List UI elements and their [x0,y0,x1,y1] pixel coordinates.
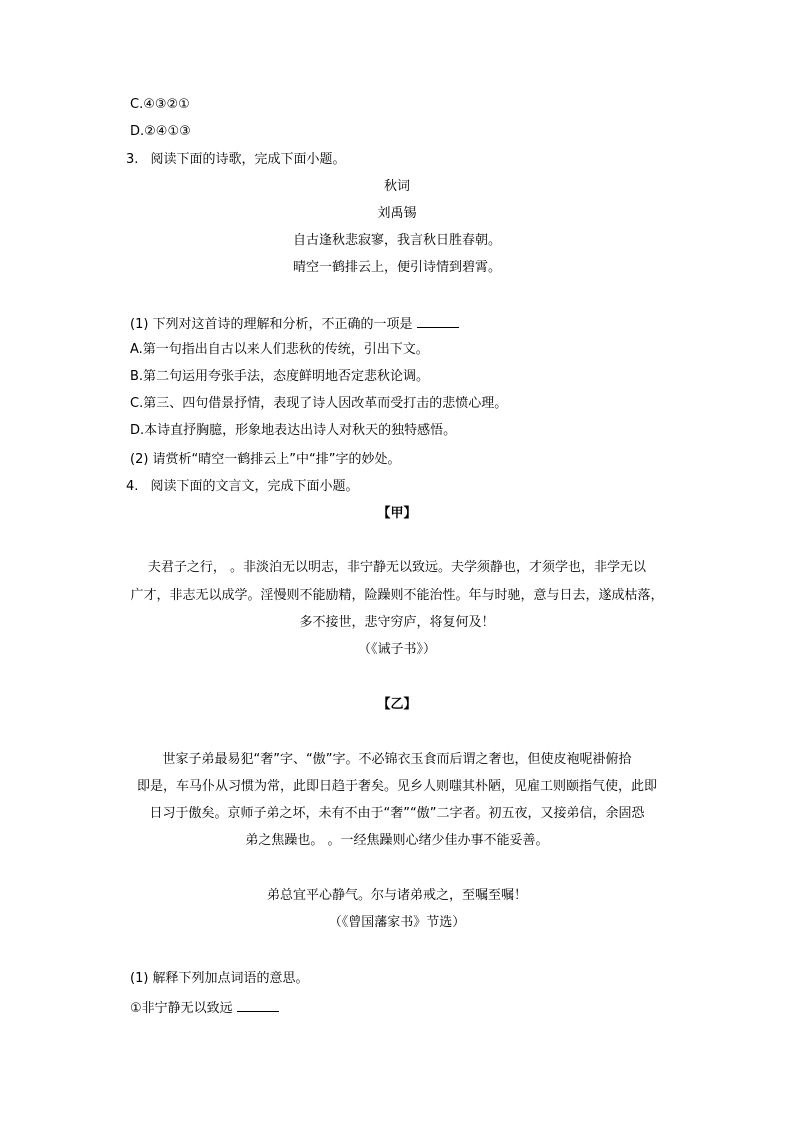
question-3 [126,150,346,170]
passage-yi-line-4: 弟之焦躁也。 。一经焦躁则心绪少佳办事不能妥善。 [245,833,549,848]
passage-yi-closing: 弟总宜平心静气。尔与诸弟戒之，至嘱至嘱！ [266,888,527,903]
subquestion-1 [130,313,459,335]
item-text: ①非宁静无以致远 [130,1001,233,1016]
passage-jia-heading: 【甲】 [377,506,417,521]
q4-item-1 [130,997,279,1019]
subquestion-2: (2) 请赏析“晴空一鹤排云上”中“排”字的妙处。 [130,452,401,467]
answer-blank[interactable] [237,997,279,1012]
question-number: 3. [126,152,139,167]
poem-title: 秋词 [383,179,410,194]
question-4 [126,477,359,497]
option-a: A.第一句指出自古以来人们悲秋的传统，引出下文。 [130,342,429,357]
passage-yi-heading: 【乙】 [377,697,417,712]
poem-line-1: 自古逢秋悲寂寥，我言秋日胜春朝。 [292,233,501,248]
passage-jia-line-3: 多不接世，悲守穷庐，将复何及！ [299,615,495,630]
passage-yi-line-3: 日习于傲矣。京师子弟之坏，未有不由于“奢”“傲”二字者。初五夜，又接弟信，余固恐 [149,806,645,821]
answer-blank[interactable] [417,313,459,328]
option-d-prev: D.②④①③ [130,124,191,139]
option-d: D.本诗直抒胸臆，形象地表达出诗人对秋天的独特感悟。 [130,423,457,438]
question-number: 4. [126,479,139,494]
question-prompt: 阅读下面的文言文，完成下面小题。 [150,479,359,494]
q4-subquestion-1: (1) 解释下列加点词语的意思。 [130,971,309,986]
passage-yi-line-2: 即是，车马仆从习惯为常，此即日趋于奢矣。见乡人则嗤其朴陋，见雇工则颐指气使，此即 [136,779,657,794]
passage-yi-source: （《曾国藩家书》节选） [328,915,466,930]
passage-jia-source: （《诫子书》） [357,642,436,657]
passage-jia-line-2: 广才，非志无以成学。淫慢则不能励精，险躁则不能治性。年与时驰，意与日去，遂成枯落， [130,588,664,603]
option-b: B.第二句运用夸张手法，态度鲜明地否定悲秋论调。 [130,369,430,384]
option-c-prev: C.④③②① [130,97,190,112]
option-c: C.第三、四句借景抒情，表现了诗人因改革而受打击的悲愤心理。 [130,396,508,411]
subquestion-text: (1) 下列对这首诗的理解和分析，不正确的一项是 [130,317,413,332]
poem-line-2: 晴空一鹤排云上，便引诗情到碧霄。 [292,260,501,275]
passage-jia-line-1: 夫君子之行， 。非淡泊无以明志，非宁静无以致远。夫学须静也，才须学也，非学无以 [147,560,647,575]
passage-yi-line-1: 世家子弟最易犯“奢”字、“傲”字。不必锦衣玉食而后谓之奢也，但使皮袍呢褂俯拾 [162,752,632,767]
poem-author: 刘禹锡 [377,206,417,221]
question-prompt: 阅读下面的诗歌，完成下面小题。 [150,152,346,167]
